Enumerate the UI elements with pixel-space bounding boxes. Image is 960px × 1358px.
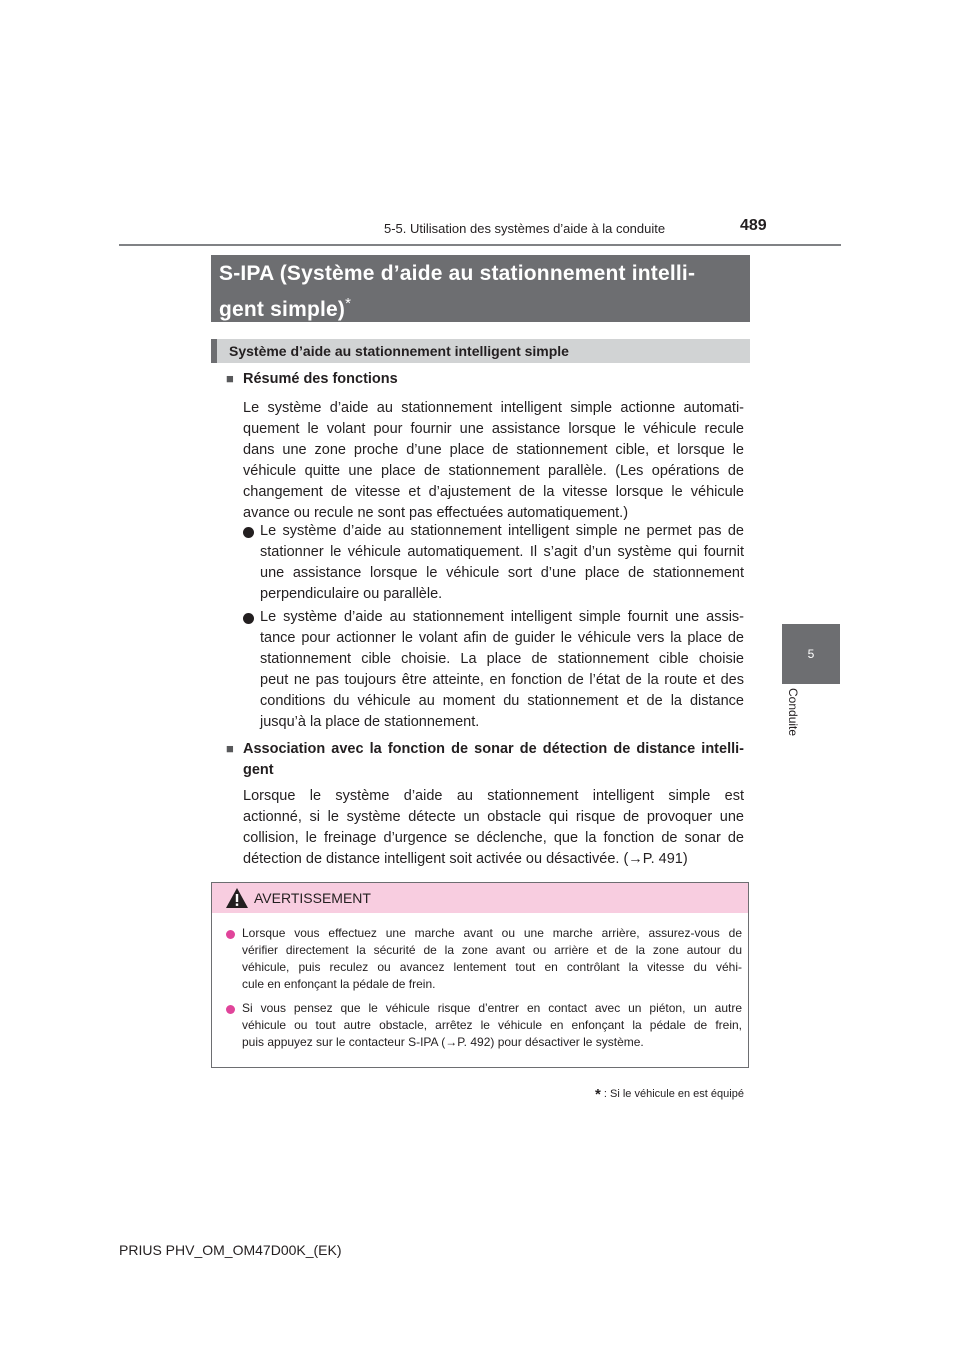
text-line: actionné, si le système détecte un obstacle qui risque de provoquer une [243, 809, 744, 825]
bullet-item [260, 521, 744, 605]
warning-title: AVERTISSEMENT [254, 890, 371, 906]
warning-line: cule en enfonçant la pédale de frein. [242, 977, 436, 991]
paragraph-association [243, 786, 744, 870]
header-rule [119, 244, 841, 246]
footnote-text: : Si le véhicule en est équipé [603, 1088, 744, 1100]
running-header: 5-5. Utilisation des systèmes d’aide à la conduite [384, 221, 666, 236]
text-line: stationner le véhicule automatiquement. Il s’agit d’un système qui fournit [260, 544, 744, 560]
text-line: peut ne pas toujours être atteinte, en fonction de l’état de la route et des [260, 672, 744, 688]
chapter-label: Conduite [786, 688, 800, 737]
warning-line: Lorsque vous effectuez une marche avant ou une marche arrière, assurez-vous de [242, 926, 742, 940]
text-line: une assistance lorsque le véhicule sort d’une place de stationnement [260, 565, 744, 581]
text-line: quement le volant pour fournir une assistance lorsque le véhicule recule [243, 421, 744, 437]
text-line: Le système d’aide au stationnement intelligent simple ne permet pas de [260, 523, 744, 539]
section-title [211, 255, 750, 322]
text-line: Lorsque le système d’aide au stationnement intelligent simple est [243, 788, 744, 804]
warning-line: Si vous pensez que le véhicule risque d’entrer en contact avec un piéton, un autre [242, 1001, 742, 1015]
section-title-line2-text: gent simple) [219, 298, 346, 321]
document-code: PRIUS PHV_OM_OM47D00K_(EK) [119, 1242, 342, 1258]
bullet-item [260, 607, 744, 733]
warning-line: véhicule ou tout autre obstacle, arrêtez le véhicule en enfonçant la pédale de frein, [242, 1018, 742, 1032]
text-line: collision, le freinage d’urgence se déclenche, que la fonction de sonar de [243, 830, 744, 846]
text-line: jusqu’à la place de stationnement. [260, 714, 480, 730]
heading-line: gent [243, 762, 274, 778]
footnote-asterisk: * [595, 1086, 601, 1103]
text-line: tance pour actionner le volant afin de guider le véhicule vers la place de [260, 630, 744, 646]
heading-association [243, 739, 744, 781]
warning-line: véhicule, puis reculez ou avancez lentement tout en contrôlant la vitesse du véhi- [242, 960, 742, 974]
section-title-line2 [219, 289, 744, 325]
chapter-tab [782, 624, 840, 684]
subsection-title: Système d’aide au stationnement intelligent simple [211, 339, 750, 363]
warning-item [242, 925, 742, 993]
page-number: 489 [740, 217, 767, 234]
text-line: détection de distance intelligent soit activée ou désactivée. (→P. 491) [243, 851, 688, 867]
text-line: véhicule quitte une place de stationnement parallèle. (Les opérations de [243, 463, 744, 479]
warning-bullet-icon [226, 930, 235, 939]
warning-item [242, 1000, 742, 1051]
warning-line: puis appuyez sur le contacteur S-IPA (→P. 492) pour désactiver le système. [242, 1035, 644, 1049]
footnote [595, 1086, 744, 1103]
warning-line: vérifier directement la sécurité de la zone avant ou arrière et de la zone autour du [242, 943, 742, 957]
bullet-dot-icon [243, 613, 254, 624]
paragraph-summary [243, 398, 744, 524]
heading-line: Association avec la fonction de sonar de détection de distance intelli- [243, 741, 744, 757]
chapter-number: 5 [807, 647, 815, 661]
text-line: conditions du véhicule au moment du stationnement et de la distance [260, 693, 744, 709]
warning-bullet-icon [226, 1005, 235, 1014]
warning-triangle-icon [225, 887, 249, 909]
heading-summary: Résumé des fonctions [243, 371, 398, 387]
square-bullet-icon: ■ [226, 741, 234, 756]
text-line: avance ou recule ne sont pas effectuées automatiquement.) [243, 505, 629, 521]
text-line: Le système d’aide au stationnement intelligent simple fournit une assis- [260, 609, 744, 625]
text-line: perpendiculaire ou parallèle. [260, 586, 443, 602]
square-bullet-icon: ■ [226, 371, 234, 386]
text-line: Le système d’aide au stationnement intelligent simple actionne automati- [243, 400, 744, 416]
text-line: changement de vitesse et d’ajustement de la vitesse lorsque le véhicule [243, 484, 744, 500]
bullet-dot-icon [243, 527, 254, 538]
asterisk-mark: * [345, 295, 352, 312]
text-line: stationnement cible choisie. La place de stationnement cible choisie [260, 651, 744, 667]
text-line: dans une zone proche d’une place de stationnement cible, et lorsque le [243, 442, 744, 458]
section-title-line1: S-IPA (Système d’aide au stationnement intelli- [219, 262, 696, 285]
